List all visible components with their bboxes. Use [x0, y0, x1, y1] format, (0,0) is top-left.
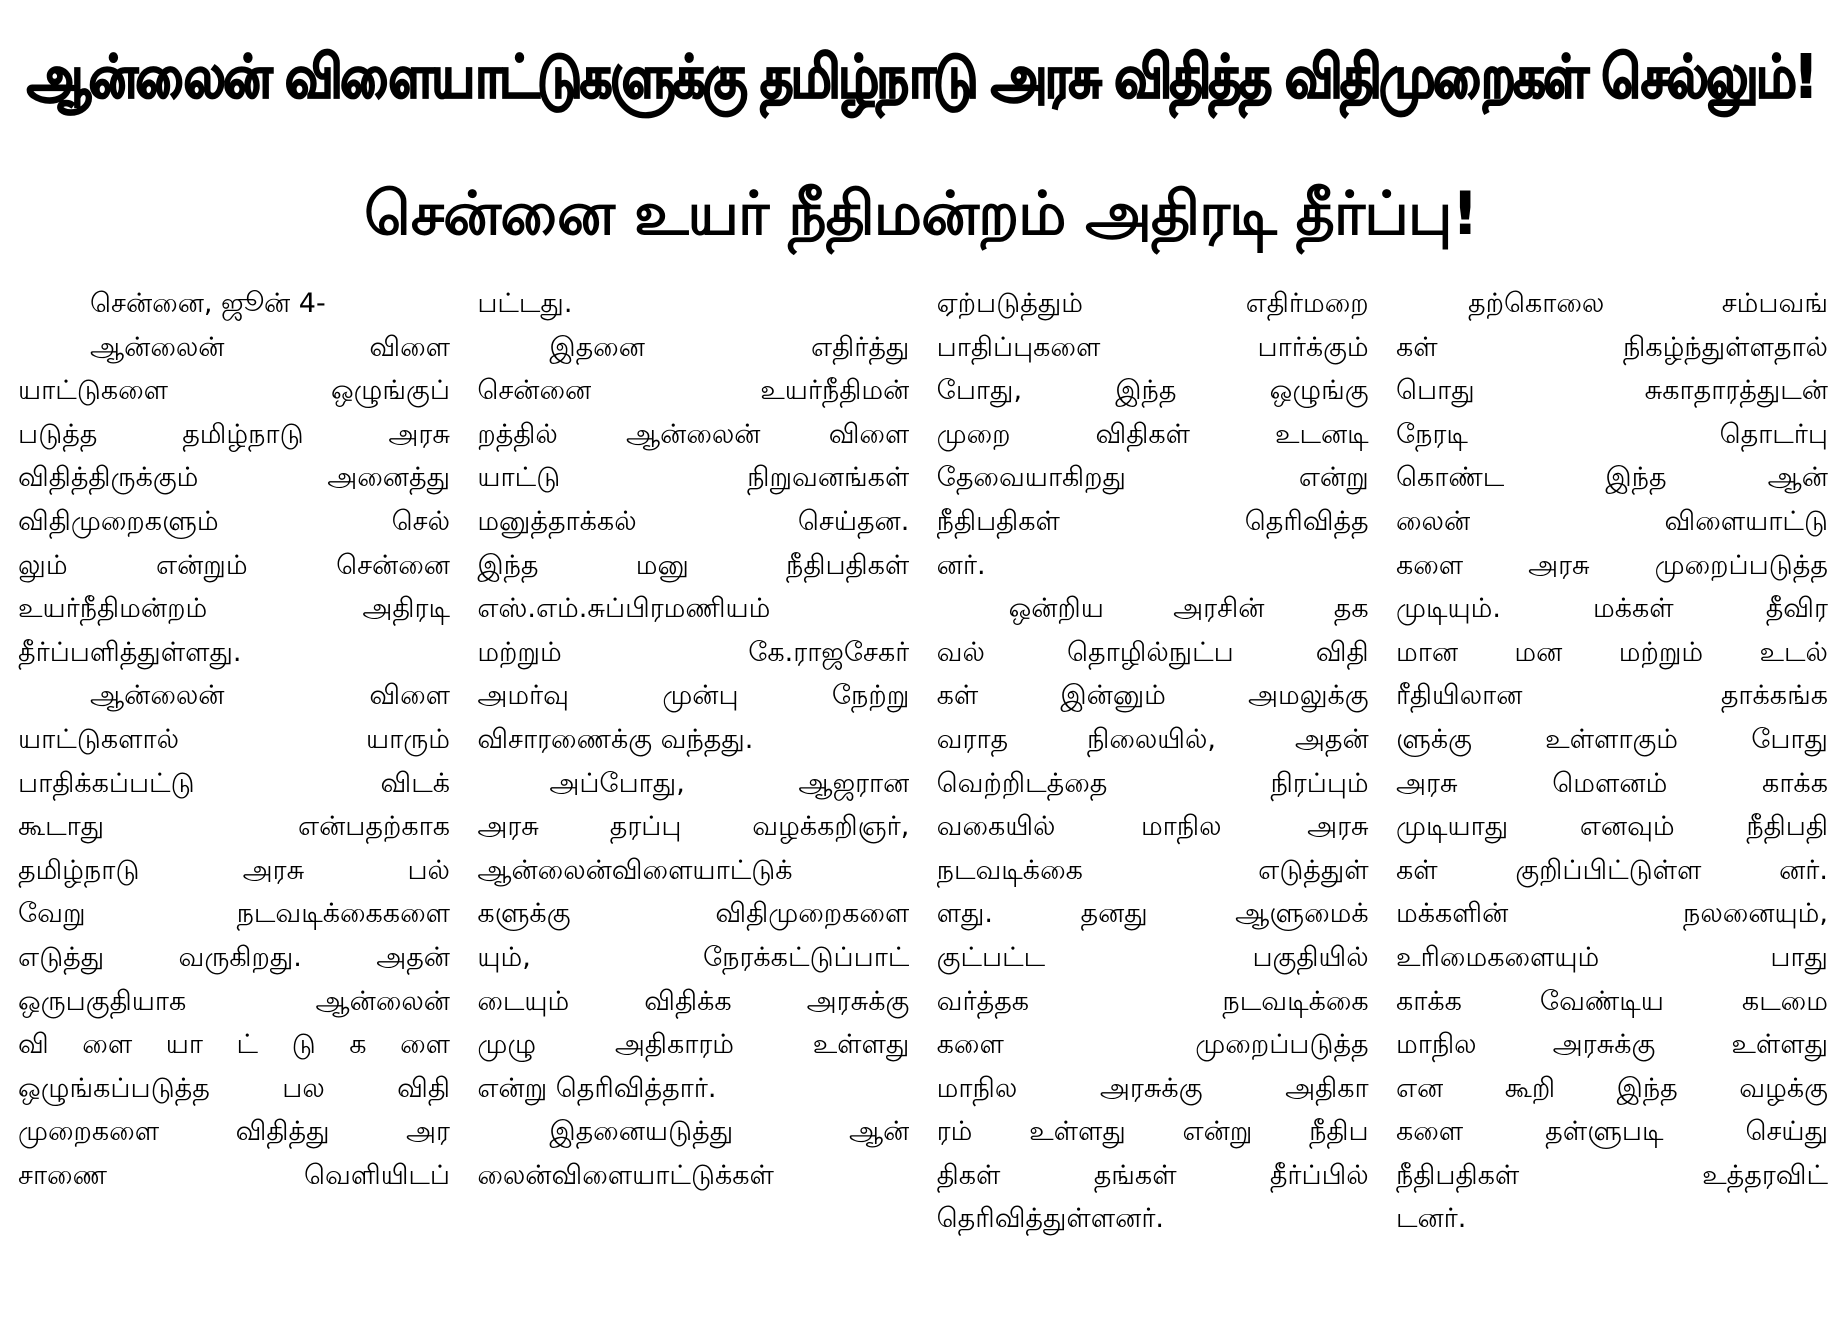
article-line: பொது சுகாதாரத்துடன்	[1395, 375, 1828, 407]
article-line: ரம் உள்ளது என்று நீதிப	[936, 1116, 1369, 1148]
article-line: எஸ்.எம்.சுப்பிரமணியம்	[477, 593, 771, 625]
article-line: கூடாது என்பதற்காக	[18, 811, 450, 843]
article-column-4	[1396, 282, 1828, 1328]
article-line: முறை விதிகள் உடனடி	[936, 418, 1369, 450]
article-line: சாணை வெளியிடப்	[18, 1159, 450, 1191]
article-line: அரசு மௌனம் காக்க	[1395, 767, 1828, 799]
article-line: தேவையாகிறது என்று	[936, 462, 1369, 494]
article-line: முடியாது எனவும் நீதிபதி	[1395, 811, 1828, 843]
article-line: ரீதியிலான தாக்கங்க	[1395, 680, 1828, 712]
article-line: மற்றும் கே.ராஜசேகர்	[477, 636, 910, 668]
article-line: வர்த்தக நடவடிக்கை	[936, 985, 1369, 1017]
article-line: கள் இன்னும் அமலுக்கு	[936, 680, 1369, 712]
article-line: என்று தெரிவித்தார்.	[477, 1072, 717, 1104]
article-line: ஆன்லைன் விளை	[90, 680, 450, 712]
article-line: தெரிவித்துள்ளனர்.	[936, 1203, 1165, 1235]
article-line: ளது. தனது ஆளுமைக்	[936, 898, 1369, 930]
article-line: போது, இந்த ஒழுங்கு	[936, 375, 1369, 407]
article-line: மாநில அரசுக்கு அதிகா	[936, 1072, 1369, 1104]
article-line: பட்டது.	[477, 288, 573, 319]
article-line: தற்கொலை சம்பவங்	[1467, 288, 1828, 319]
article-line: வெற்றிடத்தை நிரப்பும்	[936, 767, 1369, 799]
article-line: மனுத்தாக்கல் செய்தன.	[477, 505, 910, 537]
article-line: வகையில் மாநில அரசு	[936, 811, 1369, 843]
subheadline: சென்னை உயர் நீதிமன்றம் அதிரடி தீர்ப்பு!	[364, 179, 1478, 249]
article-line: களை அரசு முறைப்படுத்த	[1395, 549, 1828, 581]
article-line: உயர்நீதிமன்றம் அதிரடி	[18, 593, 450, 625]
article-line: டையும் விதிக்க அரசுக்கு	[477, 985, 910, 1017]
article-line: சென்னை, ஜூன் 4-	[90, 288, 326, 319]
article-line: நேரடி தொடர்பு	[1395, 418, 1828, 450]
article-line: லைன் விளையாட்டு	[1395, 505, 1828, 537]
article-line: யாட்டுகளை ஒழுங்குப்	[18, 375, 450, 407]
article-line: றத்தில் ஆன்லைன் விளை	[477, 418, 910, 450]
article-line: மக்களின் நலனையும்,	[1395, 898, 1828, 930]
article-line: விசாரணைக்கு வந்தது.	[477, 723, 754, 755]
article-column-2	[477, 282, 909, 1328]
article-column-3	[937, 282, 1369, 1328]
article-line: ளுக்கு உள்ளாகும் போது	[1395, 723, 1828, 755]
article-line: முடியும். மக்கள் தீவிர	[1395, 593, 1828, 625]
article-line: வேறு நடவடிக்கைகளை	[18, 898, 450, 930]
article-line: முறைகளை விதித்து அர	[18, 1116, 450, 1148]
article-line: நடவடிக்கை எடுத்துள்	[936, 854, 1369, 886]
article-line: கொண்ட இந்த ஆன்	[1395, 462, 1828, 494]
article-line: யும், நேரக்கட்டுப்பாட்	[477, 941, 910, 973]
article-line: ஒன்றிய அரசின் தக	[1008, 593, 1369, 625]
headline: ஆன்லைன் விளையாட்டுகளுக்கு தமிழ்நாடு அரசு விதித்த விதிமுறைகள் செல்லும்!	[27, 41, 1815, 111]
article-line: இதனையடுத்து ஆன்	[549, 1116, 910, 1148]
article-line: மாநில அரசுக்கு உள்ளது	[1395, 1029, 1828, 1061]
article-line: லைன்விளையாட்டுக்கள்	[477, 1159, 774, 1191]
article-line: நீதிபதிகள் உத்தரவிட்	[1395, 1159, 1828, 1191]
article-line: களுக்கு விதிமுறைகளை	[477, 898, 910, 930]
article-line: னர்.	[936, 549, 986, 581]
article-line: அப்போது, ஆஜரான	[549, 767, 910, 799]
article-line: ஆன்லைன்விளையாட்டுக்	[477, 854, 793, 886]
article-line: சென்னை உயர்நீதிமன்	[477, 375, 910, 407]
article-line: இந்த மனு நீதிபதிகள்	[477, 549, 910, 581]
article-line: பாதிப்புகளை பார்க்கும்	[936, 331, 1369, 363]
article-line: அமர்வு முன்பு நேற்று	[477, 680, 910, 712]
article-line: அரசு தரப்பு வழக்கறிஞர்,	[477, 811, 910, 843]
article-line: ஒழுங்கப்படுத்த பல விதி	[18, 1072, 450, 1104]
article-line: உரிமைகளையும் பாது	[1395, 941, 1828, 973]
article-line: ஆன்லைன் விளை	[90, 331, 450, 363]
article-line: களை முறைப்படுத்த	[936, 1029, 1369, 1061]
article-line: இதனை எதிர்த்து	[549, 331, 910, 363]
article-column-1	[18, 282, 450, 1328]
article-line: என கூறி இந்த வழக்கு	[1395, 1072, 1828, 1104]
article-line: லும் என்றும் சென்னை	[18, 549, 450, 581]
article-line: எடுத்து வருகிறது. அதன்	[18, 941, 450, 973]
article-line: தமிழ்நாடு அரசு பல்	[18, 854, 450, 886]
article-line: முழு அதிகாரம் உள்ளது	[477, 1029, 910, 1061]
article-line: தீர்ப்பளித்துள்ளது.	[18, 636, 242, 668]
article-line: கள் குறிப்பிட்டுள்ள னர்.	[1395, 854, 1828, 886]
article-line: ஏற்படுத்தும் எதிர்மறை	[936, 288, 1369, 319]
article-line: மான மன மற்றும் உடல்	[1395, 636, 1828, 668]
article-line: வி ளை யா ட் டு க ளை	[18, 1029, 450, 1061]
article-line: விதித்திருக்கும் அனைத்து	[18, 462, 450, 494]
article-line: களை தள்ளுபடி செய்து	[1395, 1116, 1828, 1148]
article-line: குட்பட்ட பகுதியில்	[936, 941, 1369, 973]
article-line: யாட்டு நிறுவனங்கள்	[477, 462, 910, 494]
article-line: பாதிக்கப்பட்டு விடக்	[18, 767, 450, 799]
article-line: கள் நிகழ்ந்துள்ளதால்	[1395, 331, 1828, 363]
article-line: நீதிபதிகள் தெரிவித்த	[936, 505, 1369, 537]
article-line: விதிமுறைகளும் செல்	[18, 505, 450, 537]
article-line: வராத நிலையில், அதன்	[936, 723, 1369, 755]
article-line: படுத்த தமிழ்நாடு அரசு	[18, 418, 450, 450]
article-line: டனர்.	[1395, 1203, 1467, 1235]
article-line: காக்க வேண்டிய கடமை	[1395, 985, 1828, 1017]
article-body	[18, 282, 1828, 1328]
article-line: திகள் தங்கள் தீர்ப்பில்	[936, 1159, 1369, 1191]
article-line: ஒருபகுதியாக ஆன்லைன்	[18, 985, 450, 1017]
article-line: யாட்டுகளால் யாரும்	[18, 723, 450, 755]
article-line: வல் தொழில்நுட்ப விதி	[936, 636, 1369, 668]
